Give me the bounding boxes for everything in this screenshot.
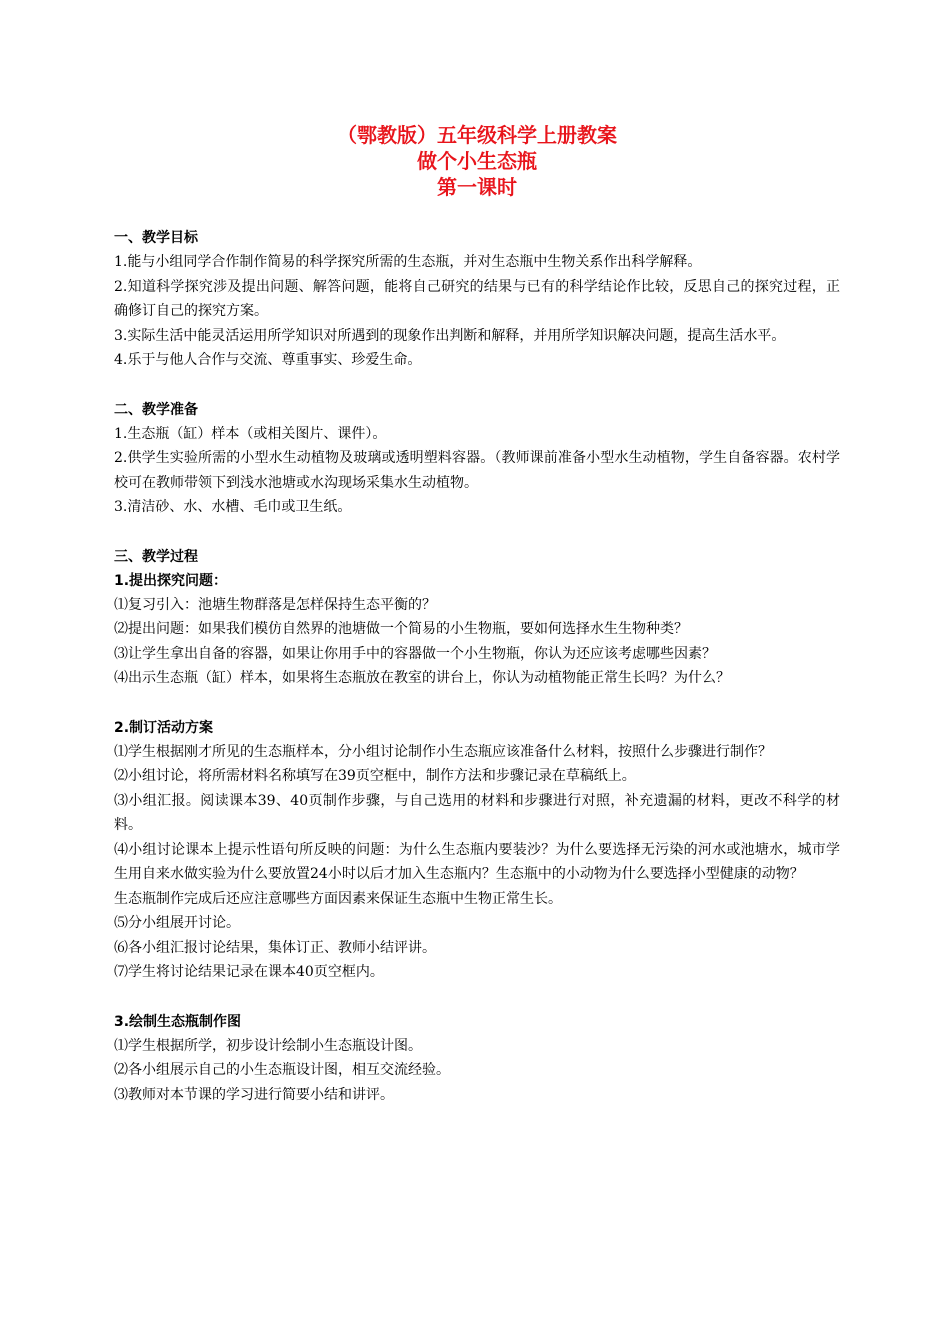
process-item: 生态瓶制作完成后还应注意哪些方面因素来保证生态瓶中生物正常生长。: [114, 890, 562, 907]
objective-item: 1.能与小组同学合作制作简易的科学探究所需的生态瓶，并对生态瓶中生物关系作出科学解释。: [114, 254, 702, 270]
process-item: ⑵小组讨论，将所需材料名称填写在39页空框中，制作方法和步骤记录在草稿纸上。: [114, 768, 636, 784]
preparation-item: 3.清洁砂、水、水槽、毛巾或卫生纸。: [114, 499, 352, 515]
process-part-3: [114, 1010, 840, 1108]
process-item: ⑷小组讨论课本上提示性语句所反映的问题：为什么生态瓶内要装沙？为什么要选择无污染的河水或池塘水，城市学生用自来水做实验为什么要放置24小时以后才加入生态瓶内？生态瓶中的小动物为什么要选择小型健康的动物？: [114, 841, 840, 882]
document-title: （鄂教版）五年级科学上册教案: [337, 123, 617, 147]
sub-heading: 2.制订活动方案: [114, 719, 214, 736]
process-item: ⑴学生根据刚才所见的生态瓶样本，分小组讨论制作小生态瓶应该准备什么材料，按照什么步骤进行制作？: [114, 743, 772, 760]
objective-item: 4.乐于与他人合作与交流、尊重事实、珍爱生命。: [114, 352, 422, 368]
objective-item: 2.知道科学探究涉及提出问题、解答问题，能将自己研究的结果与已有的科学结论作比较，反思自己的探究过程，正确修订自己的探究方案。: [114, 278, 840, 319]
sub-heading: 3.绘制生态瓶制作图: [114, 1013, 242, 1030]
document-page: [114, 122, 840, 1107]
preparation-item: 2.供学生实验所需的小型水生动植物及玻璃或透明塑料容器。（教师课前准备小型水生动植物，学生自备容器。农村学校可在教师带领下到浅水池塘或水沟现场采集水生动植物。: [114, 450, 840, 491]
process-item: ⑴学生根据所学，初步设计绘制小生态瓶设计图。: [114, 1037, 422, 1054]
section-heading: 三、教学过程: [114, 548, 198, 565]
title-block: [114, 122, 840, 200]
process-item: ⑺学生将讨论结果记录在课本40页空框内。: [114, 964, 384, 980]
process-item: ⑶小组汇报。阅读课本39、40页制作步骤，与自己选用的材料和步骤进行对照，补充遗漏的材料，更改不科学的材料。: [114, 792, 840, 833]
process-item: ⑷出示生态瓶（缸）样本，如果将生态瓶放在教室的讲台上，你认为动植物能正常生长吗？为什么？: [114, 670, 730, 686]
preparation-item: 1.生态瓶（缸）样本（或相关图片、课件）。: [114, 425, 387, 442]
process-item: ⑸分小组展开讨论。: [114, 915, 240, 931]
section-heading: 二、教学准备: [114, 401, 198, 418]
lesson-title: 做个小生态瓶: [417, 149, 537, 173]
section-heading: 一、教学目标: [114, 230, 198, 246]
sub-heading: 1.提出探究问题：: [114, 572, 228, 589]
process-item: ⑴复习引入：池塘生物群落是怎样保持生态平衡的？: [114, 596, 436, 613]
section-teaching-objectives: [114, 226, 840, 373]
process-item: ⑵提出问题：如果我们模仿自然界的池塘做一个简易的小生物瓶，要如何选择水生生物种类？: [114, 621, 688, 637]
objective-item: 3.实际生活中能灵活运用所学知识对所遇到的现象作出判断和解释，并用所学知识解决问题，提高生活水平。: [114, 327, 786, 344]
process-item: ⑹各小组汇报讨论结果，集体订正、教师小结评讲。: [114, 939, 436, 956]
section-teaching-preparation: [114, 398, 840, 520]
section-teaching-process: [114, 545, 840, 1108]
lesson-period: 第一课时: [437, 175, 517, 199]
process-item: ⑵各小组展示自己的小生态瓶设计图，相互交流经验。: [114, 1062, 450, 1078]
process-part-2: [114, 716, 840, 985]
process-item: ⑶让学生拿出自备的容器，如果让你用手中的容器做一个小生物瓶，你认为还应该考虑哪些因素？: [114, 645, 716, 662]
process-part-1: [114, 569, 840, 691]
process-item: ⑶教师对本节课的学习进行简要小结和讲评。: [114, 1086, 394, 1103]
